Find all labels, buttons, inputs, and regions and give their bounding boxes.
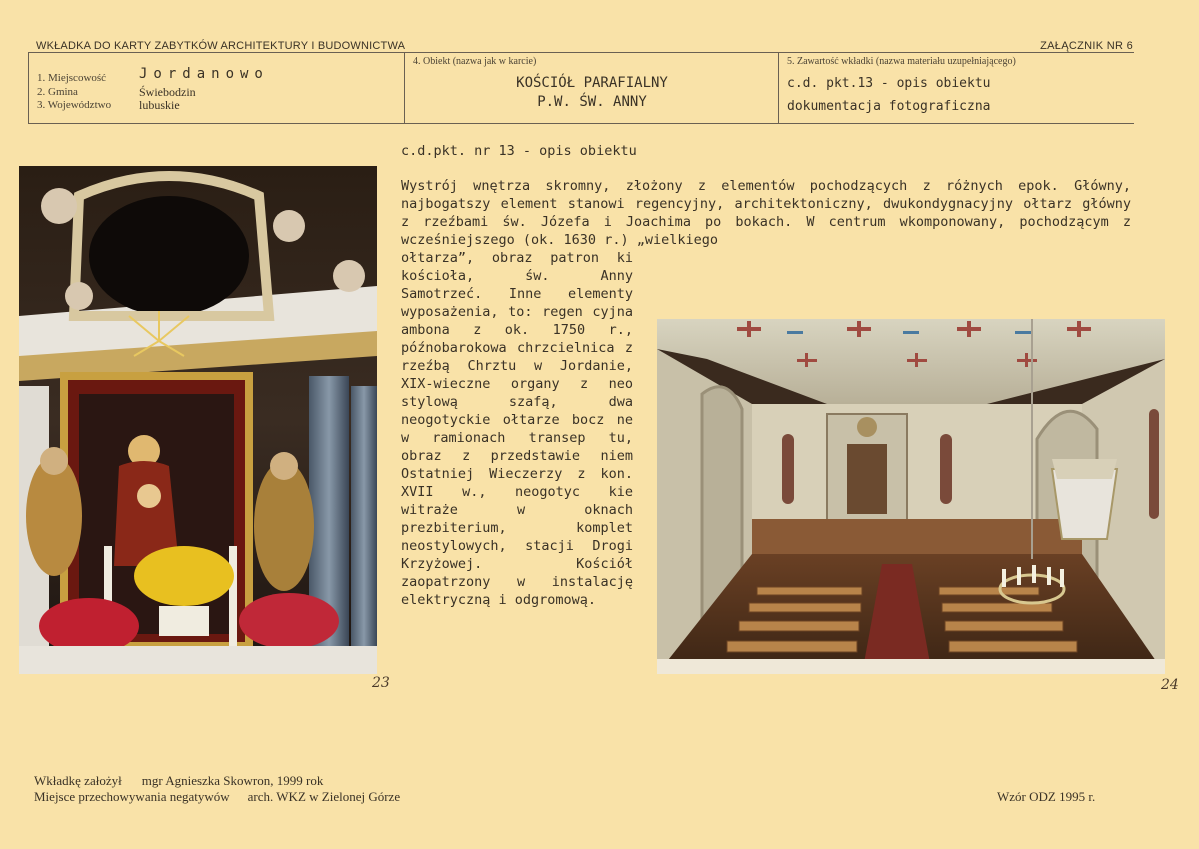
altar-photo-image (19, 166, 377, 674)
contents-label: 5. Zawartość wkładki (nazwa materiału uzupełniającego) (787, 56, 1016, 67)
voivodeship-value: lubuskie (139, 98, 180, 112)
commune-label: 2. Gmina (37, 86, 78, 98)
contents-cell (778, 53, 1135, 123)
author-value: mgr Agnieszka Skowron, 1999 rok (141, 773, 324, 788)
storage-label: Miejsce przechowywania negatywów (34, 789, 230, 804)
photo-number-24: 24 (1161, 677, 1179, 693)
contents-line2: dokumentacja fotograficzna (787, 99, 991, 114)
description-column: ołtarza”, obraz patron ki kościoła, św. Anny Samotrzeć. Inne elementy wyposażenia, to: regen cyjna ambona z ok. 1750 r., późnobarokowa chrzcielnica z rzeźbą Chrztu w Jordanie, XIX-wieczne organy z neo stylową szafą, dwa neogotyckie ołtarze bocz ne w ramionach transep tu, obraz z przedstawie niem Ostatniej Wieczerzy z kon. XVII w., neogotyc kie witraże w oknach prezbiterium, komplet neostylowych, stacji Drogi Krzyżowej. Kościół zaopatrzony w instalację elektryczną i odgromową. (401, 250, 633, 608)
object-cell (404, 53, 779, 123)
location-cell (28, 53, 405, 123)
altar-photo (19, 166, 377, 674)
object-name-line2: P.W. ŚW. ANNY (537, 94, 647, 110)
form-template-version: Wzór ODZ 1995 r. (997, 789, 1096, 804)
author-label: Wkładkę założył (34, 773, 122, 788)
locality-label: 1. Miejscowość (37, 72, 107, 84)
header-table (28, 52, 1134, 124)
voivodeship-label: 3. Województwo (37, 99, 112, 111)
attachment-number: ZAŁĄCZNIK NR 6 (1040, 40, 1133, 52)
object-label: 4. Obiekt (nazwa jak w karcie) (413, 56, 537, 67)
footer-author (34, 773, 323, 789)
interior-photo-image (657, 319, 1165, 674)
description-paragraph: Wystrój wnętrza skromny, złożony z elementów pochodzących z różnych epok. Główny, najbogatszy element stanowi regencyjny, architektoniczny, dwukondygnacyjny ołtarz główny z rzeźbami św. Józefa i Joachima po bokach. W centrum wkomponowany, pochodzącym z wcześniejszego (ok. 1630 r.) „wielkiego (401, 178, 1131, 248)
storage-value: arch. WKZ w Zielonej Górze (247, 789, 401, 804)
interior-photo (657, 319, 1165, 674)
object-name-line1: KOŚCIÓŁ PARAFIALNY (516, 75, 668, 91)
contents-line1: c.d. pkt.13 - opis obiektu (787, 76, 991, 91)
locality-value: Jordanowo (139, 66, 269, 82)
commune-value: Świebodzin (139, 85, 196, 99)
form-title: WKŁADKA DO KARTY ZABYTKÓW ARCHITEKTURY I BUDOWNICTWA (36, 40, 406, 52)
footer-storage (34, 789, 400, 805)
photo-number-23: 23 (372, 675, 390, 691)
section-title: c.d.pkt. nr 13 - opis obiektu (401, 143, 637, 159)
